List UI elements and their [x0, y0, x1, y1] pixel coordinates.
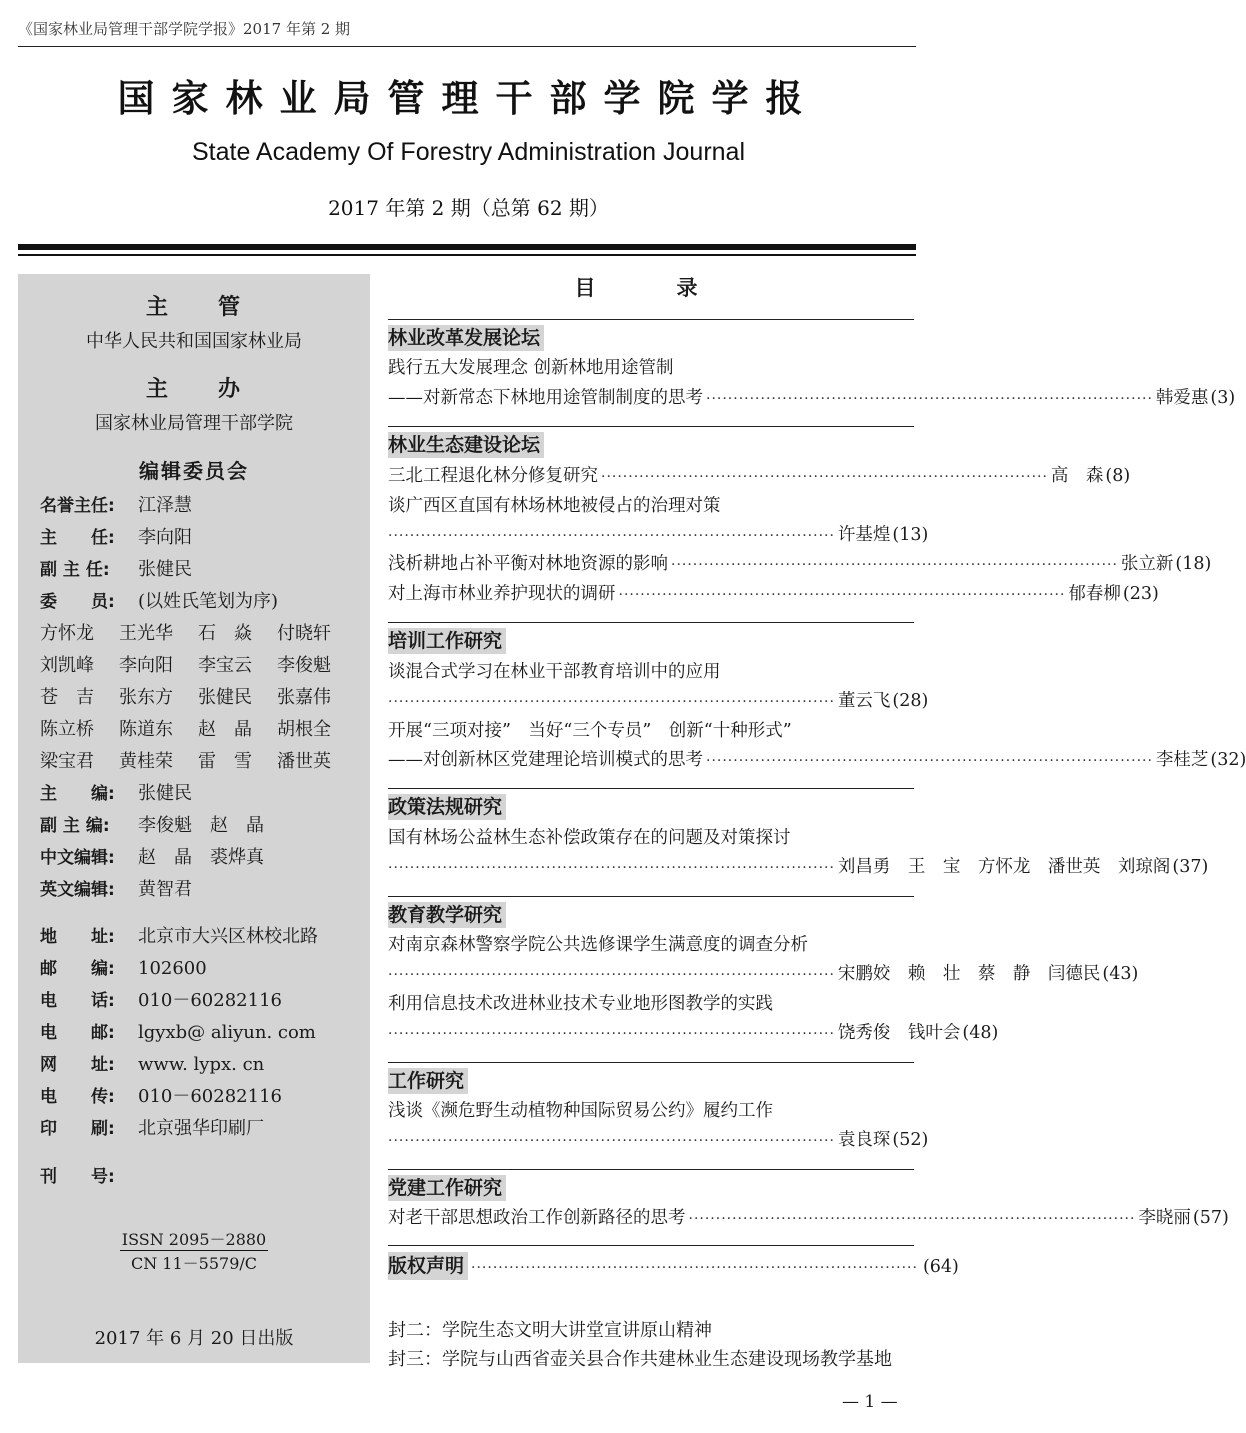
member-name: 赵 晶 — [198, 719, 252, 740]
leader-dots: ·················································································· — [388, 694, 835, 710]
toc-entry[interactable] — [388, 855, 1209, 879]
field-label: 地 址: — [40, 927, 115, 947]
field-value: 102600 — [138, 958, 207, 979]
field-label: 副 主 编: — [40, 816, 110, 836]
field-label: 电 传: — [40, 1087, 115, 1107]
section-rule — [388, 1169, 914, 1170]
leader-dots: ·················································································· — [671, 557, 1118, 573]
toc-entry[interactable] — [388, 719, 914, 743]
sponsor-value: 国家林业局管理干部学院 — [95, 413, 293, 434]
field-label: 邮 编: — [40, 959, 115, 979]
member-name: 李俊魁 — [277, 655, 331, 676]
field-value: 黄智君 — [138, 879, 192, 900]
page-ref: (18) — [1175, 554, 1212, 574]
field-label: 主 编: — [40, 784, 115, 804]
field-label: 委 员: — [40, 592, 115, 612]
member-name: 陈道东 — [119, 719, 173, 740]
section-rule — [388, 1062, 914, 1063]
field-value: 北京市大兴区林校北路 — [138, 926, 318, 947]
member-names-row — [40, 619, 356, 645]
english-editor-row — [40, 875, 192, 901]
supervisor-value: 中华人民共和国国家林业局 — [86, 331, 302, 352]
editor-in-chief-row — [40, 779, 192, 805]
article-title: 利用信息技术改进林业技术专业地形图教学的实践 — [388, 994, 773, 1014]
leader-dots: ·················································································· — [388, 1026, 835, 1042]
fax-row — [40, 1082, 282, 1108]
member-name: 雷 雪 — [198, 751, 252, 772]
leader-dots: ·················································································· — [471, 1260, 918, 1276]
field-label: 英文编辑: — [40, 880, 115, 900]
section-heading: 培训工作研究 — [388, 628, 506, 654]
board-heading: 编辑委员会 — [139, 459, 249, 483]
cn-block — [18, 1251, 370, 1274]
field-value: 010－60282116 — [138, 1086, 282, 1107]
field-label: 刊 号: — [40, 1167, 115, 1187]
article-title: 践行五大发展理念 创新林地用途管制 — [388, 358, 674, 378]
field-label: 电 邮: — [40, 1023, 115, 1043]
field-label: 中文编辑: — [40, 848, 115, 868]
issn-number: ISSN 2095－2880 — [120, 1227, 269, 1251]
leader-dots: ·················································································· — [618, 587, 1066, 603]
leader-dots: ·················································································· — [688, 1211, 1136, 1227]
cover-note-inside-back: 封三：学院与山西省壶关县合作共建林业生态建设现场教学基地 — [388, 1349, 892, 1370]
article-title: 三北工程退化林分修复研究 — [388, 466, 598, 486]
member-name: 潘世英 — [277, 751, 331, 772]
copyright-entry[interactable] — [388, 1252, 959, 1280]
article-title: 谈混合式学习在林业干部教育培训中的应用 — [388, 662, 721, 682]
field-value: 张健民 — [138, 559, 192, 580]
toc-entry[interactable] — [388, 356, 914, 380]
article-title: ——对创新林区党建理论培训模式的思考 — [388, 750, 703, 770]
field-label: 名誉主任: — [40, 496, 115, 516]
copyright-heading: 版权声明 — [388, 1252, 468, 1280]
page-ref: (8) — [1105, 466, 1131, 486]
toc-entry[interactable] — [388, 660, 914, 684]
member-names-row — [40, 747, 356, 773]
toc-entry[interactable] — [388, 1206, 1229, 1230]
page-ref: (43) — [1102, 964, 1139, 984]
page-ref: (64) — [922, 1257, 959, 1277]
section-heading: 教育教学研究 — [388, 902, 506, 928]
article-title: 开展“三项对接” 当好“三个专员” 创新“十种形式” — [388, 721, 792, 741]
issn-block — [18, 1227, 370, 1251]
section-rule — [388, 1245, 914, 1246]
header-rule — [18, 46, 916, 47]
toc-entry[interactable] — [388, 464, 1131, 488]
page-ref: (37) — [1172, 857, 1209, 877]
leader-dots: ·················································································· — [706, 391, 1153, 407]
toc-entry[interactable] — [388, 552, 1212, 576]
honorary-director-row — [40, 491, 192, 517]
leader-dots: ·················································································· — [388, 967, 835, 983]
field-label: 主 任: — [40, 528, 115, 548]
field-label: 印 刷: — [40, 1119, 115, 1139]
deputy-editor-row — [40, 811, 264, 837]
article-title: 浅析耕地占补平衡对林地资源的影响 — [388, 554, 668, 574]
section-rule — [388, 426, 914, 427]
member-names-row — [40, 651, 356, 677]
article-author: 高 森 — [1050, 466, 1104, 486]
cn-number: CN 11－5579/C — [130, 1254, 258, 1273]
email-row — [40, 1018, 316, 1043]
member-name: 李宝云 — [198, 655, 252, 676]
field-value: 李俊魁 赵 晶 — [138, 815, 264, 836]
member-name: 刘凯峰 — [40, 655, 94, 676]
masthead-thick-rule — [18, 244, 916, 250]
member-name: 梁宝君 — [40, 751, 94, 772]
serial-number-row — [40, 1162, 138, 1187]
article-title: 对南京森林警察学院公共选修课学生满意度的调查分析 — [388, 935, 808, 955]
field-value: 010－60282116 — [138, 990, 282, 1011]
field-value: www. lypx. cn — [138, 1054, 265, 1075]
member-name: 胡根全 — [277, 719, 331, 740]
leader-dots: ·················································································· — [388, 860, 835, 876]
printer-row — [40, 1114, 264, 1140]
field-value: 江泽慧 — [138, 495, 192, 516]
section-rule — [388, 319, 914, 320]
page-ref: (23) — [1122, 584, 1159, 604]
toc-entry[interactable] — [388, 826, 914, 850]
member-name: 王光华 — [119, 623, 173, 644]
page-ref: (13) — [892, 525, 929, 545]
deputy-director-row — [40, 555, 192, 581]
leader-dots: ·················································································· — [601, 469, 1048, 485]
article-title: 浅谈《濒危野生动植物种国际贸易公约》履约工作 — [388, 1101, 773, 1121]
running-header: 《国家林业局管理干部学院学报》2017 年第 2 期 — [18, 20, 351, 38]
field-label: 电 话: — [40, 991, 115, 1011]
leader-dots: ·················································································· — [706, 753, 1153, 769]
member-name: 张健民 — [198, 687, 252, 708]
page-ref: (32) — [1210, 750, 1246, 770]
supervisor-heading: 主 管 — [145, 294, 242, 320]
page-ref: (48) — [962, 1023, 999, 1043]
toc-entry[interactable] — [388, 992, 914, 1016]
member-name: 黄桂荣 — [119, 751, 173, 772]
page-ref: (52) — [892, 1130, 929, 1150]
leader-dots: ·················································································· — [388, 1133, 835, 1149]
section-rule — [388, 896, 914, 897]
member-name: 张嘉伟 — [277, 687, 331, 708]
article-author: 郁春柳 — [1068, 584, 1121, 604]
field-value: 赵 晶 裘烨真 — [138, 847, 264, 868]
director-row — [40, 523, 192, 549]
masthead-thin-rule — [18, 254, 916, 256]
article-title: ——对新常态下林地用途管制制度的思考 — [388, 388, 703, 408]
page-ref: (57) — [1192, 1208, 1229, 1228]
toc-entry[interactable] — [388, 523, 929, 547]
phone-row — [40, 986, 282, 1012]
field-label: 网 址: — [40, 1055, 115, 1075]
article-author: 袁良琛 — [837, 1130, 891, 1150]
member-name: 方怀龙 — [40, 623, 94, 644]
article-title: 对上海市林业养护现状的调研 — [388, 584, 616, 604]
toc-entry[interactable] — [388, 933, 914, 957]
chinese-editor-row — [40, 843, 264, 869]
address-row — [40, 922, 318, 948]
cover-note-inside-front: 封二：学院生态文明大讲堂宣讲原山精神 — [388, 1320, 712, 1341]
section-rule — [388, 622, 914, 623]
member-name: 陈立桥 — [40, 719, 94, 740]
article-author: 张立新 — [1120, 554, 1174, 574]
toc-entry[interactable] — [388, 748, 1246, 772]
postcode-row — [40, 954, 207, 979]
leader-dots: ·················································································· — [388, 528, 835, 544]
page-ref: (28) — [892, 691, 929, 711]
toc-entry[interactable] — [388, 962, 1139, 986]
article-title: 对老干部思想政治工作创新路径的思考 — [388, 1208, 686, 1228]
page-number: — 1 — — [842, 1392, 898, 1412]
article-author: 李桂芝 — [1155, 750, 1209, 770]
member-name: 付晓轩 — [277, 623, 331, 644]
toc-entry[interactable] — [388, 689, 929, 713]
article-author: 宋鹏姣 赖 壮 蔡 静 闫德民 — [837, 964, 1101, 984]
article-author: 李晓丽 — [1138, 1208, 1191, 1228]
field-value: 张健民 — [138, 783, 192, 804]
section-heading: 林业改革发展论坛 — [388, 325, 544, 351]
journal-title-english: State Academy Of Forestry Administration Journal — [191, 138, 745, 166]
toc-entry[interactable] — [388, 494, 914, 518]
field-value: lgyxb@ aliyun. com — [138, 1022, 316, 1043]
article-title: 国有林场公益林生态补偿政策存在的问题及对策探讨 — [388, 828, 791, 848]
toc-entry[interactable] — [388, 1099, 914, 1123]
editorial-info-panel — [18, 274, 370, 1363]
section-heading: 林业生态建设论坛 — [388, 432, 544, 458]
member-name: 苍 吉 — [40, 687, 94, 708]
website-row — [40, 1050, 264, 1075]
section-heading: 工作研究 — [388, 1068, 468, 1094]
issue-line: 2017 年第 2 期（总第 62 期） — [328, 196, 609, 220]
section-rule — [388, 788, 914, 789]
article-author: 刘昌勇 王 宝 方怀龙 潘世英 刘琼阁 — [837, 857, 1171, 877]
toc-entry[interactable] — [388, 1021, 999, 1045]
member-names-row — [40, 715, 356, 741]
article-author: 韩爱惠 — [1155, 388, 1209, 408]
field-value: (以姓氏笔划为序) — [138, 591, 279, 612]
toc-entry[interactable] — [388, 582, 1159, 606]
sponsor-heading: 主 办 — [145, 376, 242, 402]
article-author: 许基煌 — [837, 525, 891, 545]
member-name: 石 焱 — [198, 623, 252, 644]
publish-date: 2017 年 6 月 20 日出版 — [94, 1328, 294, 1349]
toc-entry[interactable] — [388, 1128, 929, 1152]
toc-title: 目 录 — [574, 275, 728, 300]
member-names-row — [40, 683, 356, 709]
member-name: 李向阳 — [119, 655, 173, 676]
article-author: 饶秀俊 钱叶会 — [837, 1023, 961, 1043]
field-value: 北京强华印刷厂 — [138, 1118, 264, 1139]
field-value: 李向阳 — [138, 527, 192, 548]
members-row — [40, 587, 278, 613]
member-name: 张东方 — [119, 687, 173, 708]
article-author: 董云飞 — [837, 691, 891, 711]
field-label: 副 主 任: — [40, 560, 110, 580]
page-ref: (3) — [1210, 388, 1236, 408]
article-title: 谈广西区直国有林场林地被侵占的治理对策 — [388, 496, 721, 516]
toc-entry[interactable] — [388, 386, 1236, 410]
journal-title-chinese: 国家林业局管理干部学院学报 — [117, 76, 820, 120]
section-heading: 政策法规研究 — [388, 794, 506, 820]
section-heading: 党建工作研究 — [388, 1175, 506, 1201]
